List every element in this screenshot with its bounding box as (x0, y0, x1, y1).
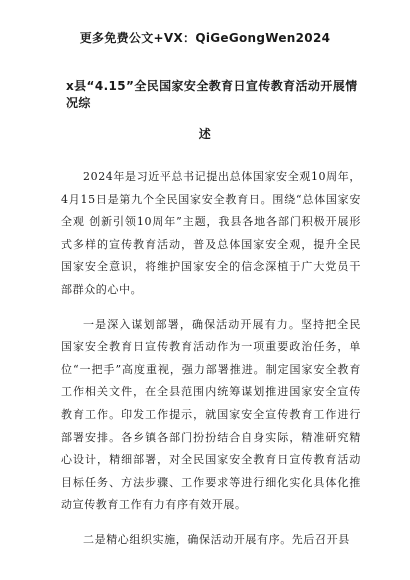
document-title-line-1: x县“4.15”全民国家安全教育日宣传教育活动开展情况综 (66, 79, 358, 110)
paragraph-section-1: 一是深入谋划部署，确保活动开展有力。坚持把全民国家安全教育日宣传教育活动作为一项重要政治任务，单位“一把手”高度重视，强力部署推进。制定国家安全教育工作相关文件，在全县范围内统筹谋划推进国家安全宣传教育工作。印发工作提示，就国家安全宣传教育工作进行部署安排。各乡镇各部门扮扮结合自身实际，精准研究精心设计，精细部署，对全民国家安全教育日宣传教育活动目标任务、方法步骤、工作要求等进行细化实化具体化推动宣传教育工作有力有序有效开展。 (61, 317, 361, 512)
document-body (61, 166, 361, 552)
paragraph-intro: 2024年是习近平总书记提出总体国家安全观10周年，4月15日是第九个全民国家安全教育日。围绕“总体国家安全观 创新引领10周年”主题，我县各地各部门积极开展形式多样的宣传教育活动，普及总体国家安全观，提升全民国家安全意识，将维护国家安全的信念深植于广大党员干部群众的心中。 (61, 170, 361, 296)
paragraph-section-2: 二是精心组织实施，确保活动开展有序。先后召开县 (83, 532, 350, 546)
promo-header: 更多免费公文+VX：QiGeGongWen2024 (79, 31, 331, 45)
document-title-line-2: 述 (198, 127, 212, 141)
